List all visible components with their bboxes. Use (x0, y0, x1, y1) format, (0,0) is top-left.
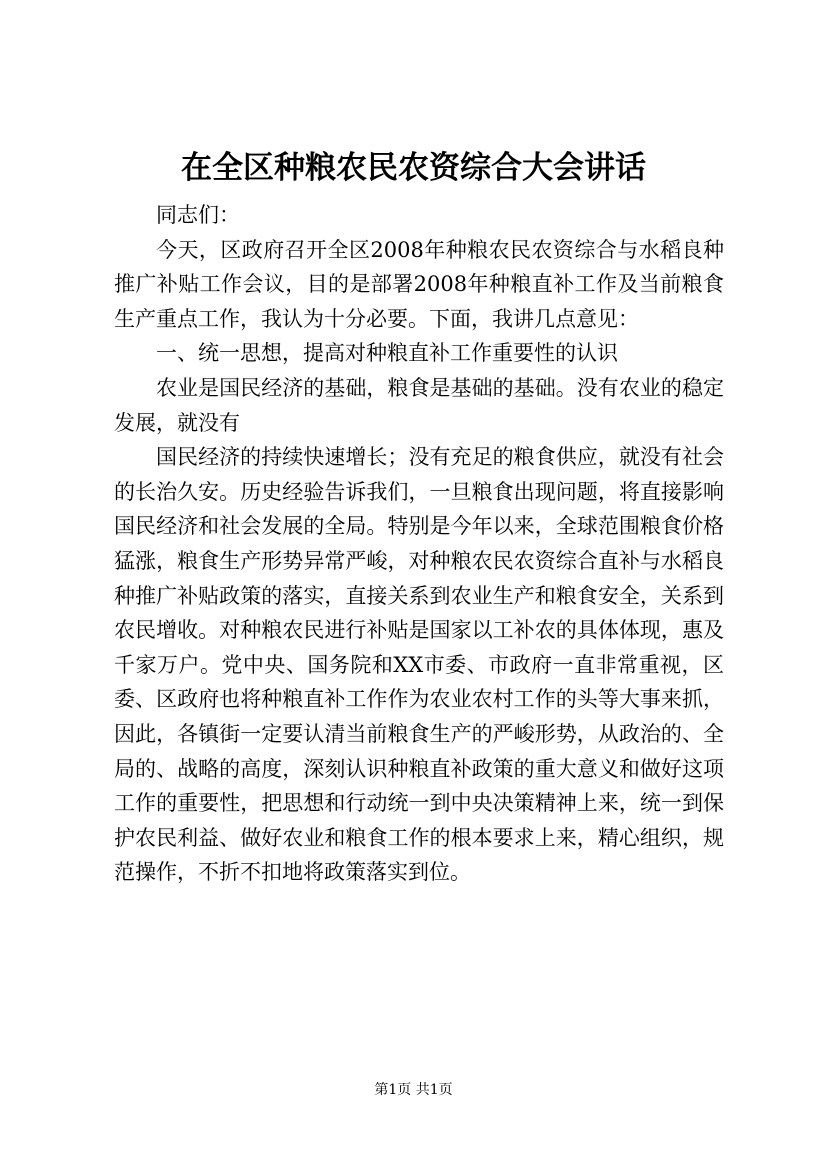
section-heading: 一、统一思想，提高对种粮直补工作重要性的认识 (156, 341, 618, 366)
body-paragraph: 国民经济的持续快速增长；没有充足的粮食供应，就没有社会的长治久安。历史经验告诉我们，一旦粮食出现问题，将直接影响国民经济和社会发展的全局。特别是今年以来，全球范围粮食价格猛涨，粮食生产形势异常严峻，对种粮农民农资综合直补与水稻良种推广补贴政策的落实，直接关系到农业生产和粮食安全，关系到农民增收。对种粮农民进行补贴是国家以工补农的具体体现，惠及千家万户。党中央、国务院和XX市委、市政府一直非常重视，区委、区政府也将种粮直补工作作为农业农村工作的头等大事来抓，因此，各镇街一定要认清当前粮食生产的严峻形势，从政治的、全局的、战略的高度，深刻认识种粮直补政策的重大意义和做好这项工作的重要性，把思想和行动统一到中央决策精神上来，统一到保护农民利益、做好农业和粮食工作的根本要求上来，精心组织，规范操作，不折不扣地将政策落实到位。 (114, 445, 724, 885)
document-body (114, 198, 724, 890)
body-paragraph: 今天，区政府召开全区2008年种粮农民农资综合与水稻良种推广补贴工作会议，目的是部署2008年种粮直补工作及当前粮食生产重点工作，我认为十分必要。下面，我讲几点意见： (114, 237, 724, 331)
page-footer: 第1页 共1页 (374, 1082, 453, 1098)
body-paragraph: 农业是国民经济的基础，粮食是基础的基础。没有农业的稳定发展，就没有 (114, 375, 724, 435)
document-title: 在全区种粮农民农资综合大会讲话 (181, 150, 646, 186)
salutation-paragraph: 同志们： (156, 203, 240, 227)
